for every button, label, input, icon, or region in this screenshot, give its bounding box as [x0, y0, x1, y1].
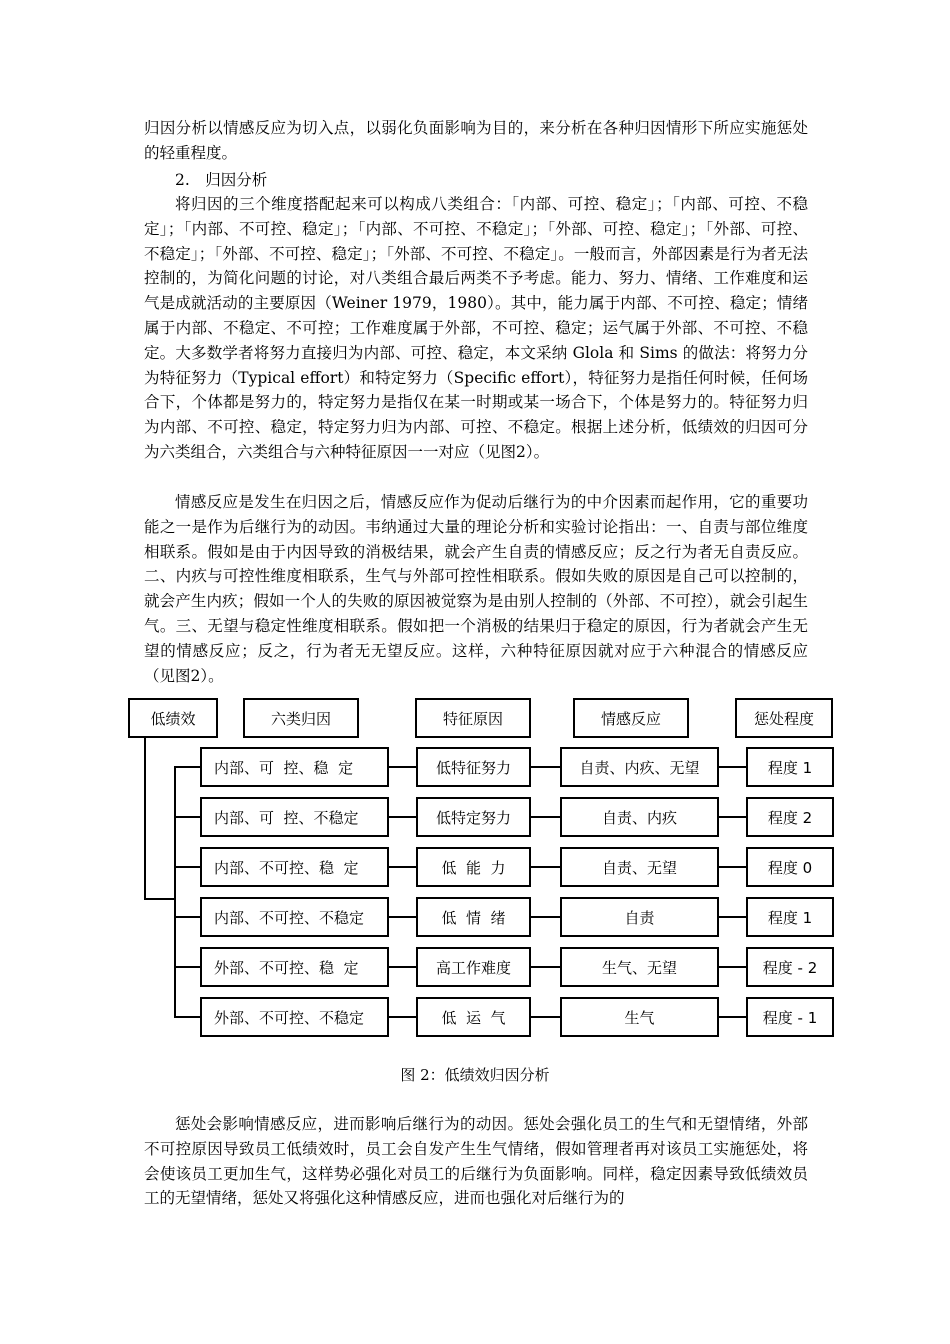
- header-six-attributions: 六类归因: [243, 698, 359, 738]
- row-connector: [174, 766, 201, 768]
- emotion-box: 自责、内疚、无望: [560, 747, 719, 787]
- header-punishment-degree: 惩处程度: [735, 698, 833, 738]
- cause-box: 低 运 气: [416, 997, 531, 1037]
- attribution-box: 内部、不可控、不稳定: [200, 897, 389, 937]
- emotion-box: 自责、内疚: [560, 797, 719, 837]
- cause-box: 低 情 绪: [416, 897, 531, 937]
- cause-box: 低特定努力: [416, 797, 531, 837]
- row-connector: [530, 966, 561, 968]
- attribution-box: 内部、可 控、不稳定: [200, 797, 389, 837]
- row-connector: [388, 916, 417, 918]
- row-connector: [718, 866, 747, 868]
- header-characteristic-cause: 特征原因: [415, 698, 531, 738]
- row-connector: [388, 816, 417, 818]
- attribution-box: 内部、可 控、稳 定: [200, 747, 389, 787]
- row-connector: [388, 866, 417, 868]
- header-emotional-reaction: 情感反应: [573, 698, 689, 738]
- emotion-box: 生气: [560, 997, 719, 1037]
- row-connector: [530, 916, 561, 918]
- row-connector: [530, 866, 561, 868]
- degree-box: 程度 1: [746, 897, 834, 937]
- trunk-branch: [144, 898, 176, 900]
- row-connector: [718, 916, 747, 918]
- row-connector: [174, 866, 201, 868]
- row-connector: [174, 816, 201, 818]
- row-connector: [174, 1016, 201, 1018]
- figure-caption: 图 2：低绩效归因分析: [400, 1066, 550, 1084]
- branch-line: [174, 766, 176, 1018]
- section-heading: 2. 归因分析: [175, 171, 268, 189]
- paragraph-punishment: 惩处会影响情感反应，进而影响后继行为的动因。惩处会强化员工的生气和无望情绪，外部不可控原因导致员工低绩效时，员工会自发产生生气情绪，假如管理者再对该员工实施惩处，将会使该员工更加生气，这样势必强化对员工的后继行为负面影响。同样，稳定因素导致低绩效员工的无望情绪，惩处又将强化这种情感反应，进而也强化对后继行为的: [144, 1115, 808, 1208]
- attribution-box: 外部、不可控、不稳定: [200, 997, 389, 1037]
- row-connector: [530, 1016, 561, 1018]
- row-connector: [718, 1016, 747, 1018]
- row-connector: [174, 966, 201, 968]
- emotion-box: 自责、无望: [560, 847, 719, 887]
- emotion-box: 自责: [560, 897, 719, 937]
- row-connector: [530, 766, 561, 768]
- degree-box: 程度 - 1: [746, 997, 834, 1037]
- emotion-box: 生气、无望: [560, 947, 719, 987]
- row-connector: [388, 766, 417, 768]
- row-connector: [718, 816, 747, 818]
- degree-box: 程度 1: [746, 747, 834, 787]
- header-low-performance: 低绩效: [128, 698, 218, 738]
- cause-box: 高工作难度: [416, 947, 531, 987]
- degree-box: 程度 2: [746, 797, 834, 837]
- attribution-box: 外部、不可控、稳 定: [200, 947, 389, 987]
- cause-box: 低 能 力: [416, 847, 531, 887]
- row-connector: [718, 766, 747, 768]
- row-connector: [174, 916, 201, 918]
- paragraph-attribution: 将归因的三个维度搭配起来可以构成八类组合：「内部、可控、稳定」；「内部、可控、不稳定」；「内部、不可控、稳定」；「内部、不可控、不稳定」；「外部、可控、稳定」；「外部、可控、不稳定」；「外部、不可控、稳定」；「外部、不可控、不稳定」。一般而言，外部因素是行为者无法控制的，为简化问题的讨论，对八类组合最后两类不予考虑。能力、努力、情绪、工作难度和运气是成就活动的主要原因（Weiner 1979，1980）。其中，能力属于内部、不可控、稳定；情绪属于内部、不稳定、不可控；工作难度属于外部，不可控、稳定；运气属于外部、不可控、不稳定。大多数学者将努力直接归为内部、可控、稳定，本文采纳 Glola 和 Sims 的做法：将努力分为特征努力（Typical effort）和特定努力（Specific effort），特征努力是指任何时候，任何场合下，个体都是努力的，特定努力是指仅在某一时期或某一场合下，个体是努力的。特征努力归为内部、不可控、稳定，特定努力归为内部、可控、不稳定。根据上述分析，低绩效的归因可分为六类组合，六类组合与六种特征原因一一对应（见图2）。: [144, 195, 808, 461]
- attribution-box: 内部、不可控、稳 定: [200, 847, 389, 887]
- row-connector: [388, 1016, 417, 1018]
- row-connector: [530, 816, 561, 818]
- cause-box: 低特征努力: [416, 747, 531, 787]
- degree-box: 程度 0: [746, 847, 834, 887]
- row-connector: [388, 966, 417, 968]
- row-connector: [718, 966, 747, 968]
- degree-box: 程度 - 2: [746, 947, 834, 987]
- trunk-line: [144, 738, 146, 900]
- paragraph-emotion: 情感反应是发生在归因之后，情感反应作为促动后继行为的中介因素而起作用，它的重要功能之一是作为后继行为的动因。韦纳通过大量的理论分析和实验讨论指出：一、自责与部位维度相联系。假如是由于内因导致的消极结果，就会产生自责的情感反应；反之行为者无自责反应。二、内疚与可控性维度相联系，生气与外部可控性相联系。假如失败的原因是自己可以控制的，就会产生内疚；假如一个人的失败的原因被觉察为是由别人控制的（外部、不可控），就会引起生气。三、无望与稳定性维度相联系。假如把一个消极的结果归于稳定的原因，行为者就会产生无望的情感反应；反之，行为者无无望反应。这样，六种特征原因就对应于六种混合的情感反应（见图2）。: [144, 493, 808, 685]
- paragraph-intro: 归因分析以情感反应为切入点，以弱化负面影响为目的，来分析在各种归因情形下所应实施惩处的轻重程度。: [144, 119, 808, 162]
